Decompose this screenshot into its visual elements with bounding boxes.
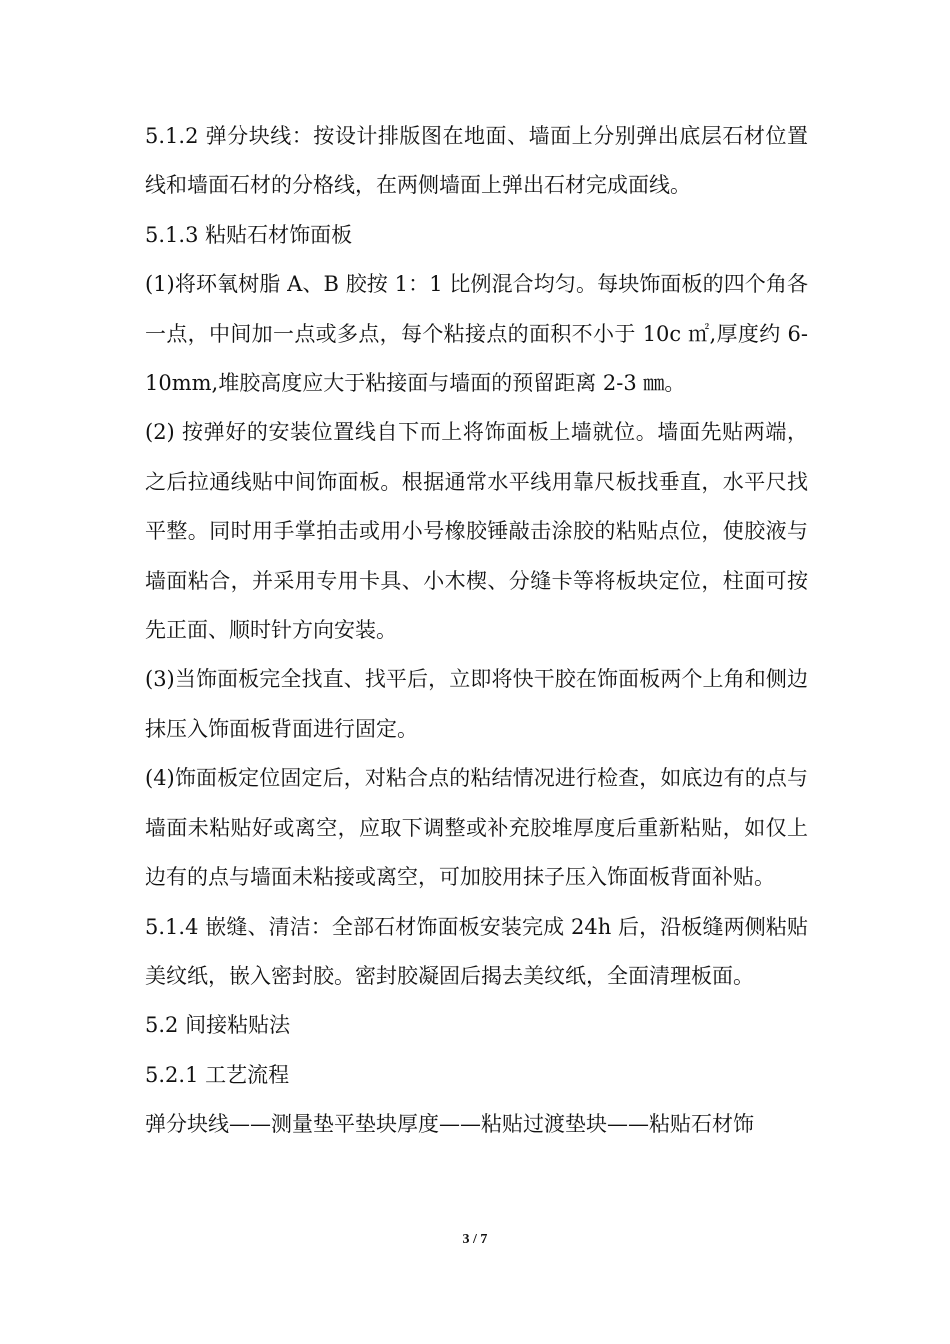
paragraph-5-1-2: 5.1.2 弹分块线：按设计排版图在地面、墙面上分别弹出底层石材位置线和墙面石材的分格线，在两侧墙面上弹出石材完成面线。 — [145, 124, 808, 198]
paragraph-process-flow: 弹分块线——测量垫平垫块厚度——粘贴过渡垫块——粘贴石材饰 — [145, 1112, 754, 1137]
paragraph-step-2: (2) 按弹好的安装位置线自下而上将饰面板上墙就位。墙面先贴两端，之后拉通线贴中间饰面板。根据通常水平线用靠尺板找垂直，水平尺找平整。同时用手掌拍击或用小号橡胶锤敲击涂胶的粘贴点位，使胶液与墙面粘合，并采用专用卡具、小木楔、分缝卡等将板块定位，柱面可按先正面、顺时针方向安装。 — [145, 420, 808, 643]
paragraph-5-1-4: 5.1.4 嵌缝、清洁：全部石材饰面板安装完成 24h 后，沿板缝两侧粘贴美纹纸，嵌入密封胶。密封胶凝固后揭去美纹纸，全面清理板面。 — [145, 914, 808, 988]
heading-5-1-3: 5.1.3 粘贴石材饰面板 — [145, 222, 353, 247]
paragraph-step-3: (3)当饰面板完全找直、找平后，立即将快干胶在饰面板两个上角和侧边抹压入饰面板背面进行固定。 — [145, 667, 808, 741]
document-body — [145, 112, 808, 1150]
heading-5-2: 5.2 间接粘贴法 — [145, 1013, 291, 1038]
page-number: 3 / 7 — [462, 1232, 488, 1247]
heading-5-2-1: 5.2.1 工艺流程 — [145, 1062, 290, 1087]
paragraph-step-1: (1)将环氧树脂 A、B 胶按 1：1 比例混合均匀。每块饰面板的四个角各一点，中间加一点或多点，每个粘接点的面积不小于 10c ㎡,厚度约 6-10mm,堆胶高度应大于粘接面与墙面的预留距离 2-3 ㎜。 — [145, 272, 808, 396]
paragraph-step-4: (4)饰面板定位固定后，对粘合点的粘结情况进行检查，如底边有的点与墙面未粘贴好或离空，应取下调整或补充胶堆厚度后重新粘贴，如仅上边有的点与墙面未粘接或离空，可加胶用抹子压入饰面板背面补贴。 — [145, 766, 808, 890]
